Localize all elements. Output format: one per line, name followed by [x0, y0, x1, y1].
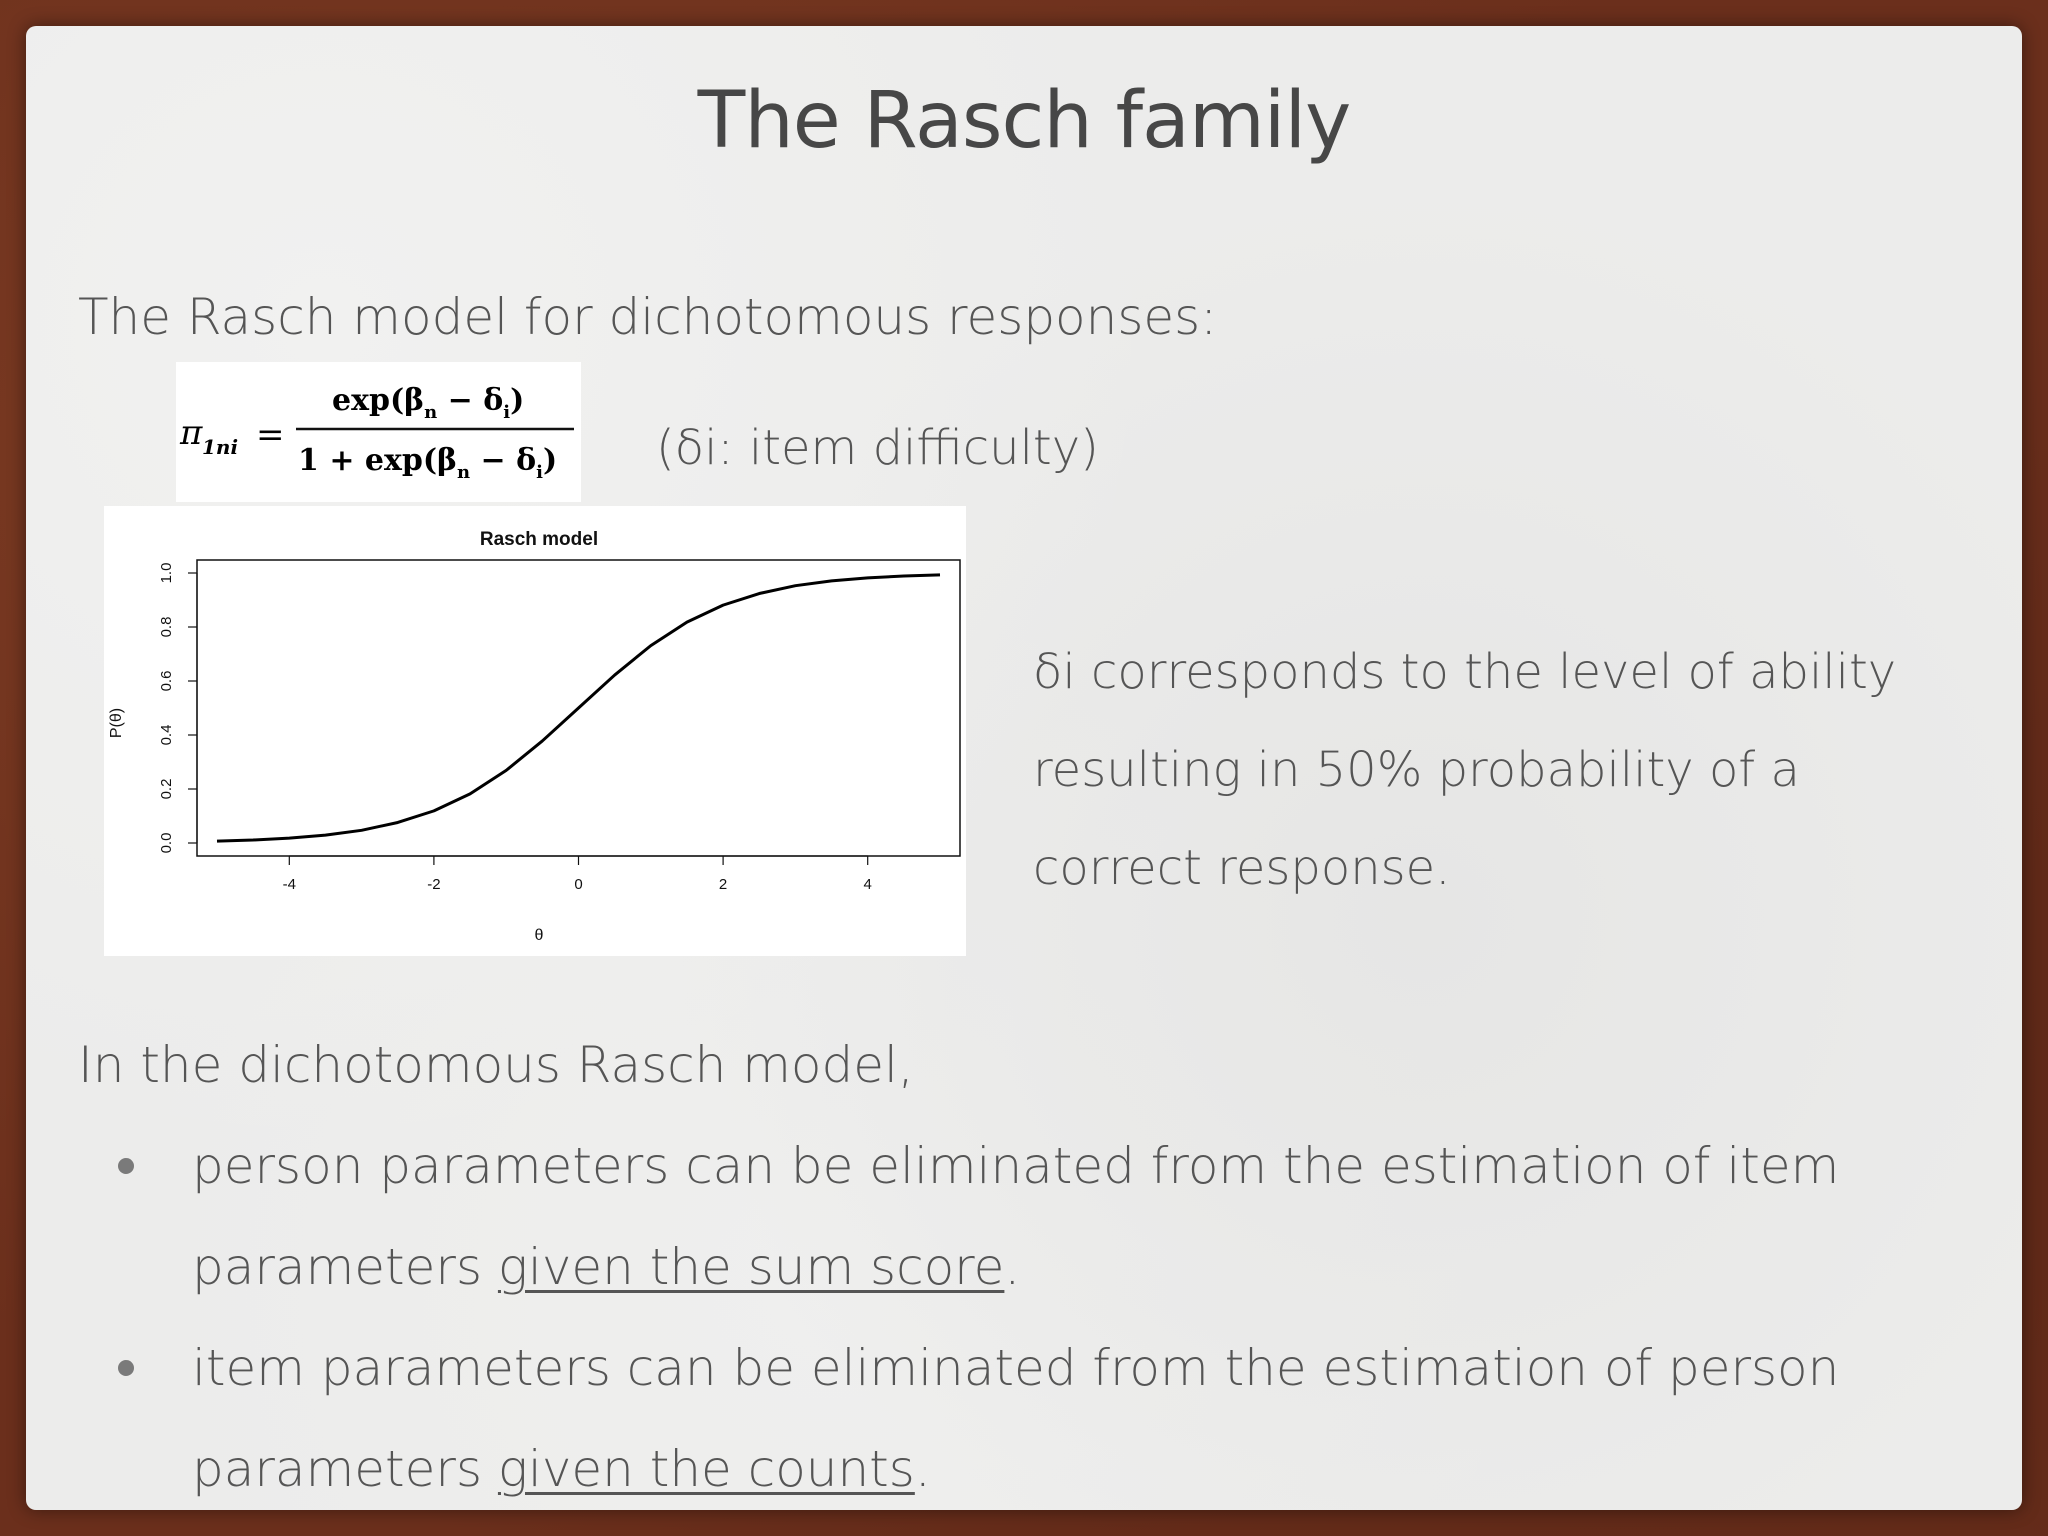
formula-lhs-subscript: 1ni [202, 435, 239, 459]
explanation-line: correct response. [1033, 840, 1451, 896]
chart-x-tick-label: 4 [863, 876, 872, 893]
difficulty-note: (δi: item difficulty) [656, 420, 1099, 476]
bullet-dot-icon [118, 1158, 134, 1174]
bullet-text: . [914, 1440, 931, 1498]
bullet-item [106, 1318, 1986, 1510]
slide [26, 26, 2022, 1510]
chart-y-tick-label: 0.0 [158, 832, 175, 854]
dichotomous-intro: In the dichotomous Rasch model, [78, 1036, 914, 1094]
explanation-text [1033, 623, 1933, 917]
chart-y-tick-label: 0.2 [158, 778, 175, 800]
chart-xlabel: θ [534, 927, 544, 944]
chart-y-tick-label: 0.8 [158, 616, 175, 638]
slide-title: The Rasch family [697, 76, 1351, 166]
intro-text: The Rasch model for dichotomous responses: [78, 288, 1218, 346]
explanation-line: δi corresponds to the level of ability [1033, 644, 1897, 700]
underlined-phrase: given the sum score [497, 1238, 1005, 1296]
bullet-item [106, 1116, 1986, 1318]
chart-series-line [217, 575, 940, 841]
formula-image [176, 362, 581, 502]
bullet-line: person parameters can be eliminated from the estimation of item [192, 1137, 1840, 1195]
chart-x-tick-label: 0 [574, 876, 583, 893]
chart-x-tick-label: 2 [718, 876, 728, 893]
rasch-chart [104, 506, 966, 956]
bullet-line [192, 1217, 1986, 1318]
chart-ylabel: P(θ) [108, 707, 125, 739]
bullet-text: . [1004, 1238, 1021, 1296]
chart-x-tick-label: -2 [427, 876, 441, 893]
rasch-chart-svg [104, 506, 966, 956]
chart-series [217, 575, 940, 841]
chart-title: Rasch model [479, 529, 599, 550]
chart-x-tick-label: -4 [282, 876, 296, 893]
chart-y-tick-label: 0.6 [158, 670, 175, 692]
formula-lhs: π [180, 413, 203, 453]
chart-axes [158, 563, 872, 893]
bullet-line: item parameters can be eliminated from the estimation of person [192, 1339, 1840, 1397]
bullet-line [192, 1419, 1986, 1510]
rasch-formula [176, 362, 581, 502]
bullet-list [106, 1116, 1986, 1510]
bullet-text: parameters [192, 1440, 498, 1498]
formula-numerator: $\exp(\beta_n - \delta_i)$ [332, 383, 525, 423]
bullet-dot-icon [118, 1360, 134, 1376]
chart-y-tick-label: 1.0 [158, 562, 175, 584]
explanation-line: resulting in 50% probability of a [1033, 742, 1800, 798]
underlined-phrase: given the counts [497, 1440, 915, 1498]
formula-equals: = [256, 415, 285, 455]
formula-denominator: $1 + \exp(\beta_n - \delta_i)$ [298, 443, 558, 483]
bullet-text: parameters [192, 1238, 498, 1296]
chart-y-tick-label: 0.4 [158, 724, 175, 746]
